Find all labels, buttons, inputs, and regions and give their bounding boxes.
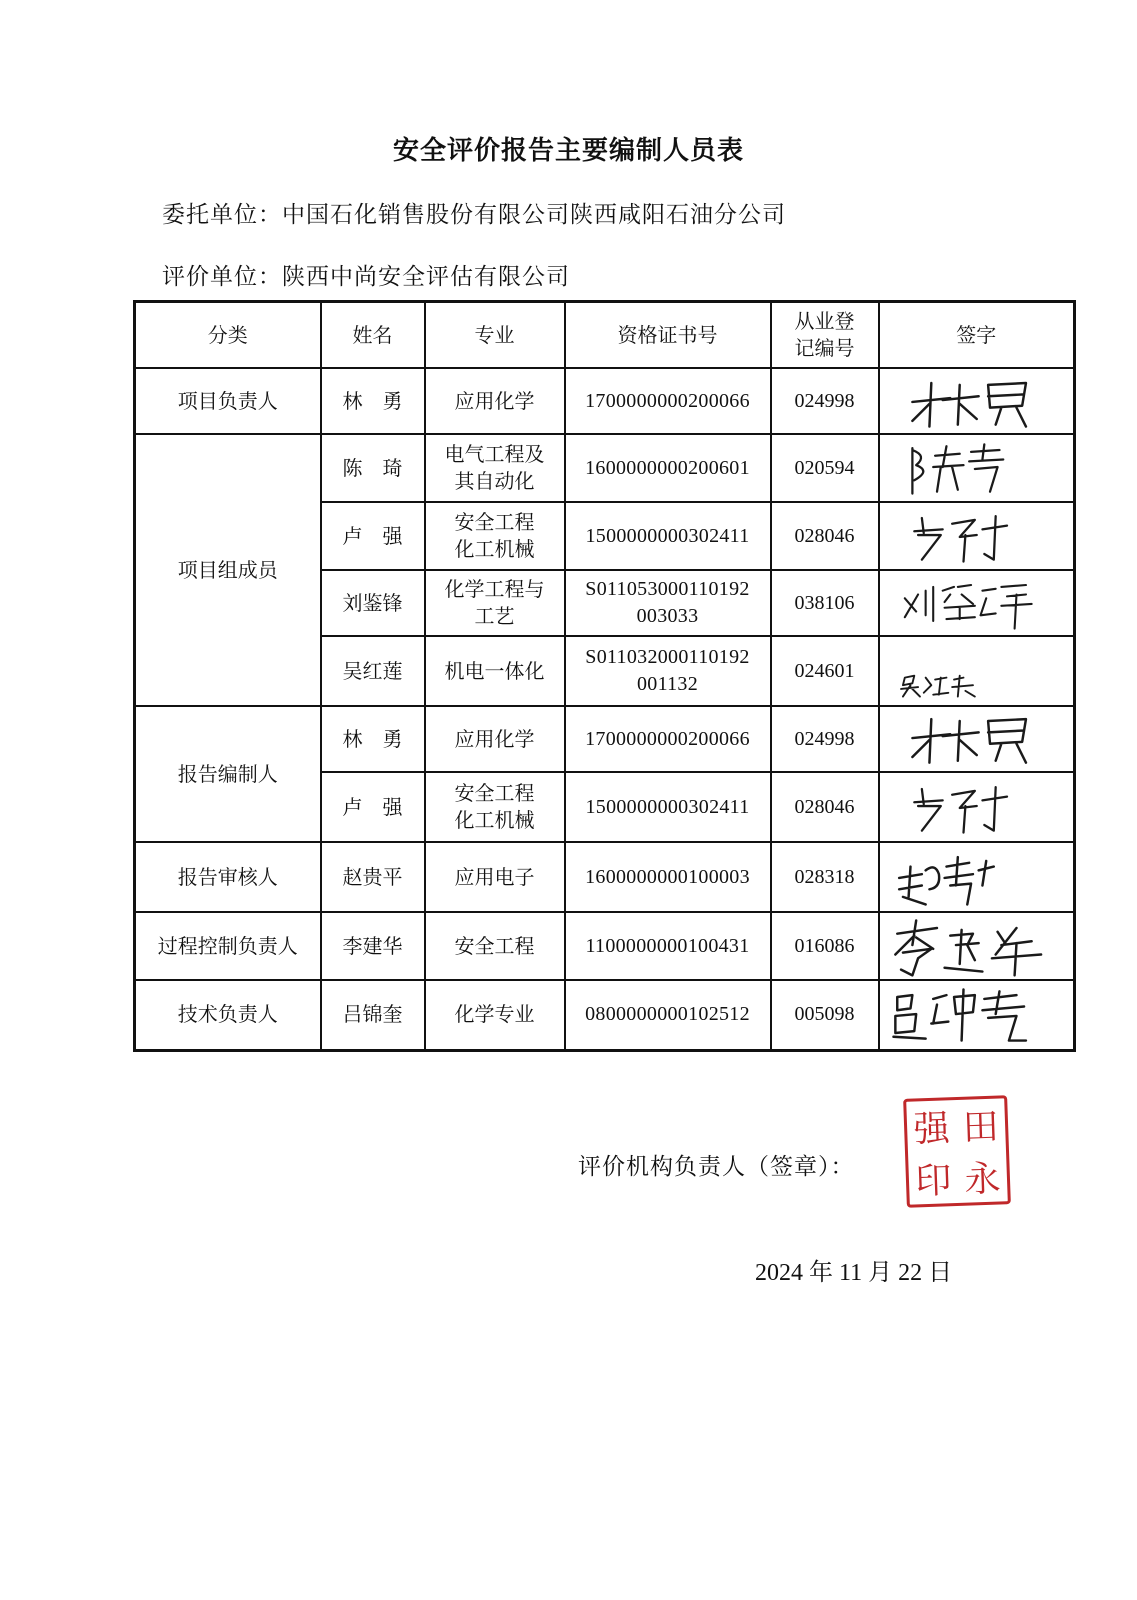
reg-no-cell: 024998 xyxy=(771,368,879,434)
document-date: 2024 年 11 月 22 日 xyxy=(755,1260,953,1286)
handwritten-signature-li-jianhua xyxy=(884,915,1070,977)
reg-no-cell: 028046 xyxy=(771,772,879,842)
name-cell: 陈 琦 xyxy=(321,434,425,502)
name-cell: 刘鉴锋 xyxy=(321,570,425,636)
major-cell: 应用化学 xyxy=(425,706,565,772)
category-cell: 过程控制负责人 xyxy=(135,912,321,980)
handwritten-signature-lyu-jinkui xyxy=(884,984,1070,1046)
major-cell: 化学工程与 工艺 xyxy=(425,570,565,636)
cert-no-cell: S011053000110192 003033 xyxy=(565,570,771,636)
reg-no-cell: 028046 xyxy=(771,502,879,570)
category-cell: 项目负责人 xyxy=(135,368,321,434)
major-cell: 安全工程 化工机械 xyxy=(425,502,565,570)
category-cell: 报告审核人 xyxy=(135,842,321,912)
cert-no-cell: 1500000000302411 xyxy=(565,772,771,842)
document-title: 安全评价报告主要编制人员表 xyxy=(392,136,744,166)
signature-cell xyxy=(879,772,1075,842)
seal-char: 强 xyxy=(913,1108,951,1151)
header-category: 分类 xyxy=(135,302,321,369)
handwritten-signature-liu-jianfeng xyxy=(884,572,1070,634)
name-cell: 林 勇 xyxy=(321,706,425,772)
header-reg-no: 从业登 记编号 xyxy=(771,302,879,369)
table-row xyxy=(135,434,1075,502)
signature-cell xyxy=(879,368,1075,434)
table-row xyxy=(135,912,1075,980)
table-row xyxy=(135,980,1075,1050)
signature-cell xyxy=(879,502,1075,570)
reg-no-cell: 005098 xyxy=(771,980,879,1050)
major-cell: 化学专业 xyxy=(425,980,565,1050)
major-cell: 电气工程及 其自动化 xyxy=(425,434,565,502)
signature-cell xyxy=(879,912,1075,980)
major-cell: 应用电子 xyxy=(425,842,565,912)
cert-no-cell: 1700000000200066 xyxy=(565,368,771,434)
seal-char: 田 xyxy=(961,1106,1000,1150)
staff-table xyxy=(133,300,1076,1052)
handwritten-signature-chen-qi xyxy=(884,437,1070,499)
header-major: 专业 xyxy=(425,302,565,369)
name-cell: 卢 强 xyxy=(321,772,425,842)
name-cell: 吴红莲 xyxy=(321,636,425,706)
cert-no-cell: 1600000000200601 xyxy=(565,434,771,502)
signature-cell xyxy=(879,570,1075,636)
name-cell: 林 勇 xyxy=(321,368,425,434)
major-cell: 机电一体化 xyxy=(425,636,565,706)
seal-char: 永 xyxy=(963,1158,1002,1201)
reg-no-cell: 028318 xyxy=(771,842,879,912)
category-cell: 技术负责人 xyxy=(135,980,321,1050)
reg-no-cell: 024601 xyxy=(771,636,879,706)
reg-no-cell: 020594 xyxy=(771,434,879,502)
handwritten-signature-lin-yong xyxy=(884,708,1070,770)
name-cell: 卢 强 xyxy=(321,502,425,570)
handwritten-signature-lu-qiang xyxy=(884,505,1070,567)
name-cell: 吕锦奎 xyxy=(321,980,425,1050)
handwritten-signature-lin-yong xyxy=(884,370,1070,432)
client-unit-line: 委托单位：中国石化销售股份有限公司陕西咸阳石油分公司 xyxy=(162,202,786,228)
seal-char: 印 xyxy=(914,1159,953,1203)
reg-no-cell: 024998 xyxy=(771,706,879,772)
major-cell: 应用化学 xyxy=(425,368,565,434)
signer-label: 评价机构负责人（签章）： xyxy=(578,1154,855,1180)
reg-no-cell: 038106 xyxy=(771,570,879,636)
category-cell: 报告编制人 xyxy=(135,706,321,842)
cert-no-cell: S011032000110192 001132 xyxy=(565,636,771,706)
header-signature: 签字 xyxy=(879,302,1075,369)
reg-no-cell: 016086 xyxy=(771,912,879,980)
name-cell: 李建华 xyxy=(321,912,425,980)
cert-no-cell: 1500000000302411 xyxy=(565,502,771,570)
table-row xyxy=(135,842,1075,912)
signature-cell xyxy=(879,434,1075,502)
evaluator-unit-line: 评价单位：陕西中尚安全评估有限公司 xyxy=(162,264,570,290)
cert-no-cell: 1600000000100003 xyxy=(565,842,771,912)
header-cert-no: 资格证书号 xyxy=(565,302,771,369)
handwritten-signature-wu-honglian xyxy=(884,640,1070,702)
major-cell: 安全工程 化工机械 xyxy=(425,772,565,842)
signature-cell xyxy=(879,842,1075,912)
handwritten-signature-zhao-guiping xyxy=(884,846,1070,908)
header-name: 姓名 xyxy=(321,302,425,369)
category-cell: 项目组成员 xyxy=(135,434,321,706)
table-row xyxy=(135,368,1075,434)
cert-no-cell: 0800000000102512 xyxy=(565,980,771,1050)
signature-cell xyxy=(879,980,1075,1050)
signature-cell xyxy=(879,636,1075,706)
handwritten-signature-lu-qiang xyxy=(884,776,1070,838)
cert-no-cell: 1100000000100431 xyxy=(565,912,771,980)
name-cell: 赵贵平 xyxy=(321,842,425,912)
table-header-row xyxy=(135,302,1075,369)
signature-cell xyxy=(879,706,1075,772)
cert-no-cell: 1700000000200066 xyxy=(565,706,771,772)
table-row xyxy=(135,706,1075,772)
major-cell: 安全工程 xyxy=(425,912,565,980)
red-seal-stamp xyxy=(903,1095,1011,1208)
